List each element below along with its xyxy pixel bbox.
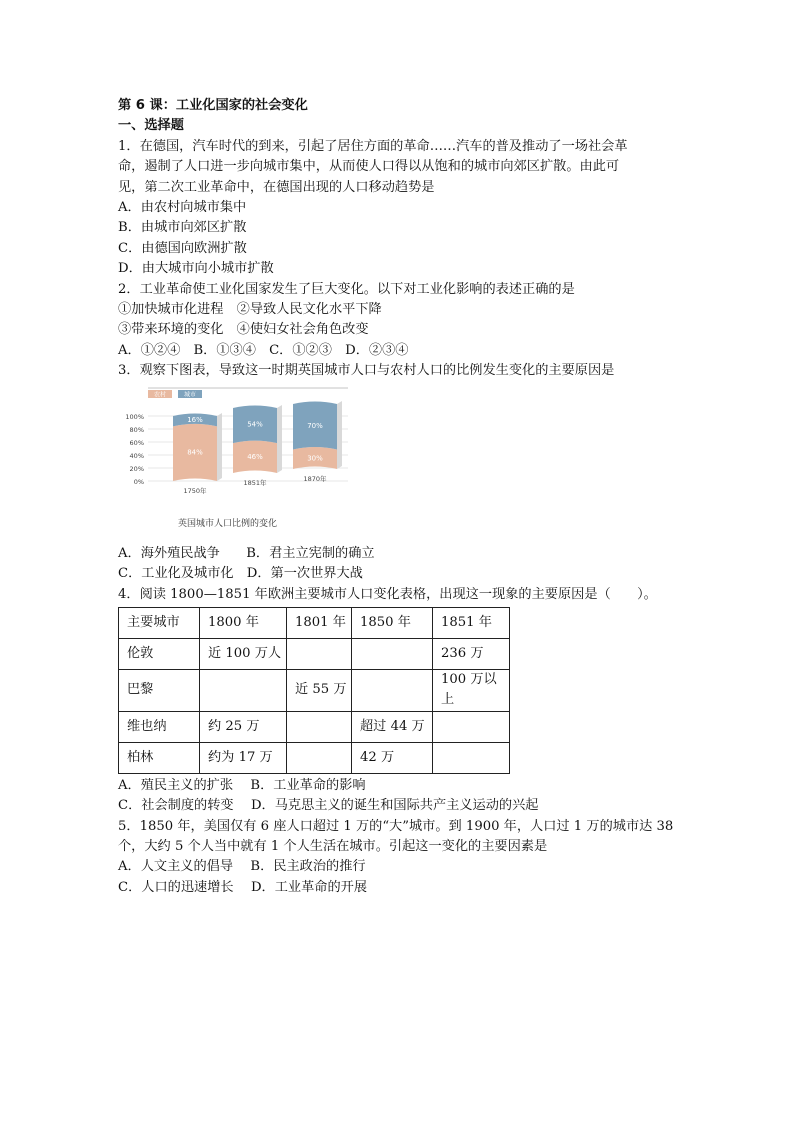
bar-label-rural: 30% (307, 453, 323, 462)
x-tick-label: 1750年 (183, 486, 207, 495)
q2-options: A．①②④ B．①③④ C．①②③ D．②③④ (118, 342, 409, 358)
x-tick-label: 1851年 (243, 478, 267, 487)
bar-label-urban: 54% (247, 420, 263, 429)
y-tick-label: 20% (129, 464, 144, 473)
table-cell: 1851 年 (433, 607, 510, 638)
bar-label-urban: 70% (307, 421, 323, 430)
table-cell: 236 万 (433, 638, 510, 669)
section-heading: 一、选择题 (118, 118, 184, 134)
y-tick-label: 80% (129, 425, 144, 434)
table-cell (433, 742, 510, 773)
table-row (119, 669, 510, 711)
page-title: 第 6 课：工业化国家的社会变化 (118, 98, 308, 113)
bar-side (277, 405, 282, 473)
bar-side (337, 401, 342, 469)
population-chart (118, 386, 358, 536)
table-cell: 100 万以上 (433, 669, 510, 711)
table-cell: 近 100 万人 (200, 638, 287, 669)
bar-label-urban: 16% (187, 415, 203, 424)
q1-stem-line-1: 1．在德国，汽车时代的到来，引起了居住方面的革命……汽车的普及推动了一场社会革 (118, 138, 628, 154)
q4-options-line-1: A．殖民主义的扩张 B．工业革命的影响 (118, 777, 366, 793)
worksheet (118, 96, 678, 898)
table-cell: 超过 44 万 (352, 711, 433, 742)
q2-items-line-1: ①加快城市化进程 ②导致人民文化水平下降 (118, 302, 382, 318)
q5-options-line-2: C．人口的迅速增长 D．工业革命的开展 (118, 879, 368, 895)
table-cell (287, 711, 352, 742)
q3-options-line-1: A．海外殖民战争 B．君主立宪制的确立 (118, 545, 375, 561)
table-row (119, 638, 510, 669)
table-cell: 主要城市 (119, 607, 200, 638)
table-cell (287, 638, 352, 669)
q3-stem: 3．观察下图表，导致这一时期英国城市人口与农村人口的比例发生变化的主要原因是 (118, 363, 615, 379)
q2-items-line-2: ③带来环境的变化 ④使妇女社会角色改变 (118, 322, 369, 338)
table-cell: 近 55 万 (287, 669, 352, 711)
q5-options-line-1: A．人文主义的倡导 B．民主政治的推行 (118, 859, 366, 875)
q1-option-c: C．由德国向欧洲扩散 (118, 240, 247, 256)
legend-label: 农村 (153, 391, 167, 399)
bar-label-rural: 84% (187, 448, 203, 457)
table-cell: 伦敦 (119, 638, 200, 669)
table-cell (200, 669, 287, 711)
table-cell (433, 711, 510, 742)
table-header-row (119, 607, 510, 638)
chart-caption: 英国城市人口比例的变化 (178, 518, 278, 529)
q1-stem-line-3: 见，第二次工业革命中，在德国出现的人口移动趋势是 (118, 179, 435, 195)
table-cell: 1850 年 (352, 607, 433, 638)
q4-options-line-2: C．社会制度的转变 D．马克思主义的诞生和国际共产主义运动的兴起 (118, 798, 539, 814)
y-tick-label: 60% (129, 438, 144, 447)
table-row (119, 711, 510, 742)
q4-stem: 4．阅读 1800—1851 年欧洲主要城市人口变化表格，出现这一现象的主要原因是（ ）。 (118, 586, 657, 602)
q5-stem-line-1: 5．1850 年，美国仅有 6 座人口超过 1 万的“大”城市。到 1900 年，人口过 1 万的城市达 38 (118, 818, 674, 834)
bar-label-rural: 46% (247, 452, 263, 461)
y-tick-label: 40% (129, 451, 144, 460)
q1-option-d: D．由大城市向小城市扩散 (118, 261, 274, 277)
table-cell (352, 669, 433, 711)
q1-stem-line-2: 命，遏制了人口进一步向城市集中，从而使人口得以从饱和的城市向郊区扩散。由此可 (118, 159, 620, 175)
table-cell: 维也纳 (119, 711, 200, 742)
table-cell: 42 万 (352, 742, 433, 773)
q5-stem-line-2: 个，大约 5 个人当中就有 1 个人生活在城市。引起这一变化的主要因素是 (118, 838, 548, 854)
y-tick-label: 100% (125, 412, 144, 421)
bar-side (217, 413, 222, 481)
table-cell (352, 638, 433, 669)
q1-option-b: B．由城市向郊区扩散 (118, 220, 247, 236)
q2-stem: 2．工业革命使工业化国家发生了巨大变化。以下对工业化影响的表述正确的是 (118, 281, 575, 297)
city-population-table (118, 607, 510, 774)
table-cell: 巴黎 (119, 669, 200, 711)
x-tick-label: 1870年 (303, 474, 327, 483)
table-cell: 柏林 (119, 742, 200, 773)
legend-label: 城市 (183, 391, 197, 399)
table-row (119, 742, 510, 773)
table-cell (287, 742, 352, 773)
table-cell: 1800 年 (200, 607, 287, 638)
table-cell: 1801 年 (287, 607, 352, 638)
table-cell: 约为 17 万 (200, 742, 287, 773)
y-tick-label: 0% (133, 477, 144, 486)
table-cell: 约 25 万 (200, 711, 287, 742)
q1-option-a: A．由农村向城市集中 (118, 200, 247, 216)
q3-options-line-2: C．工业化及城市化 D．第一次世界大战 (118, 566, 363, 582)
